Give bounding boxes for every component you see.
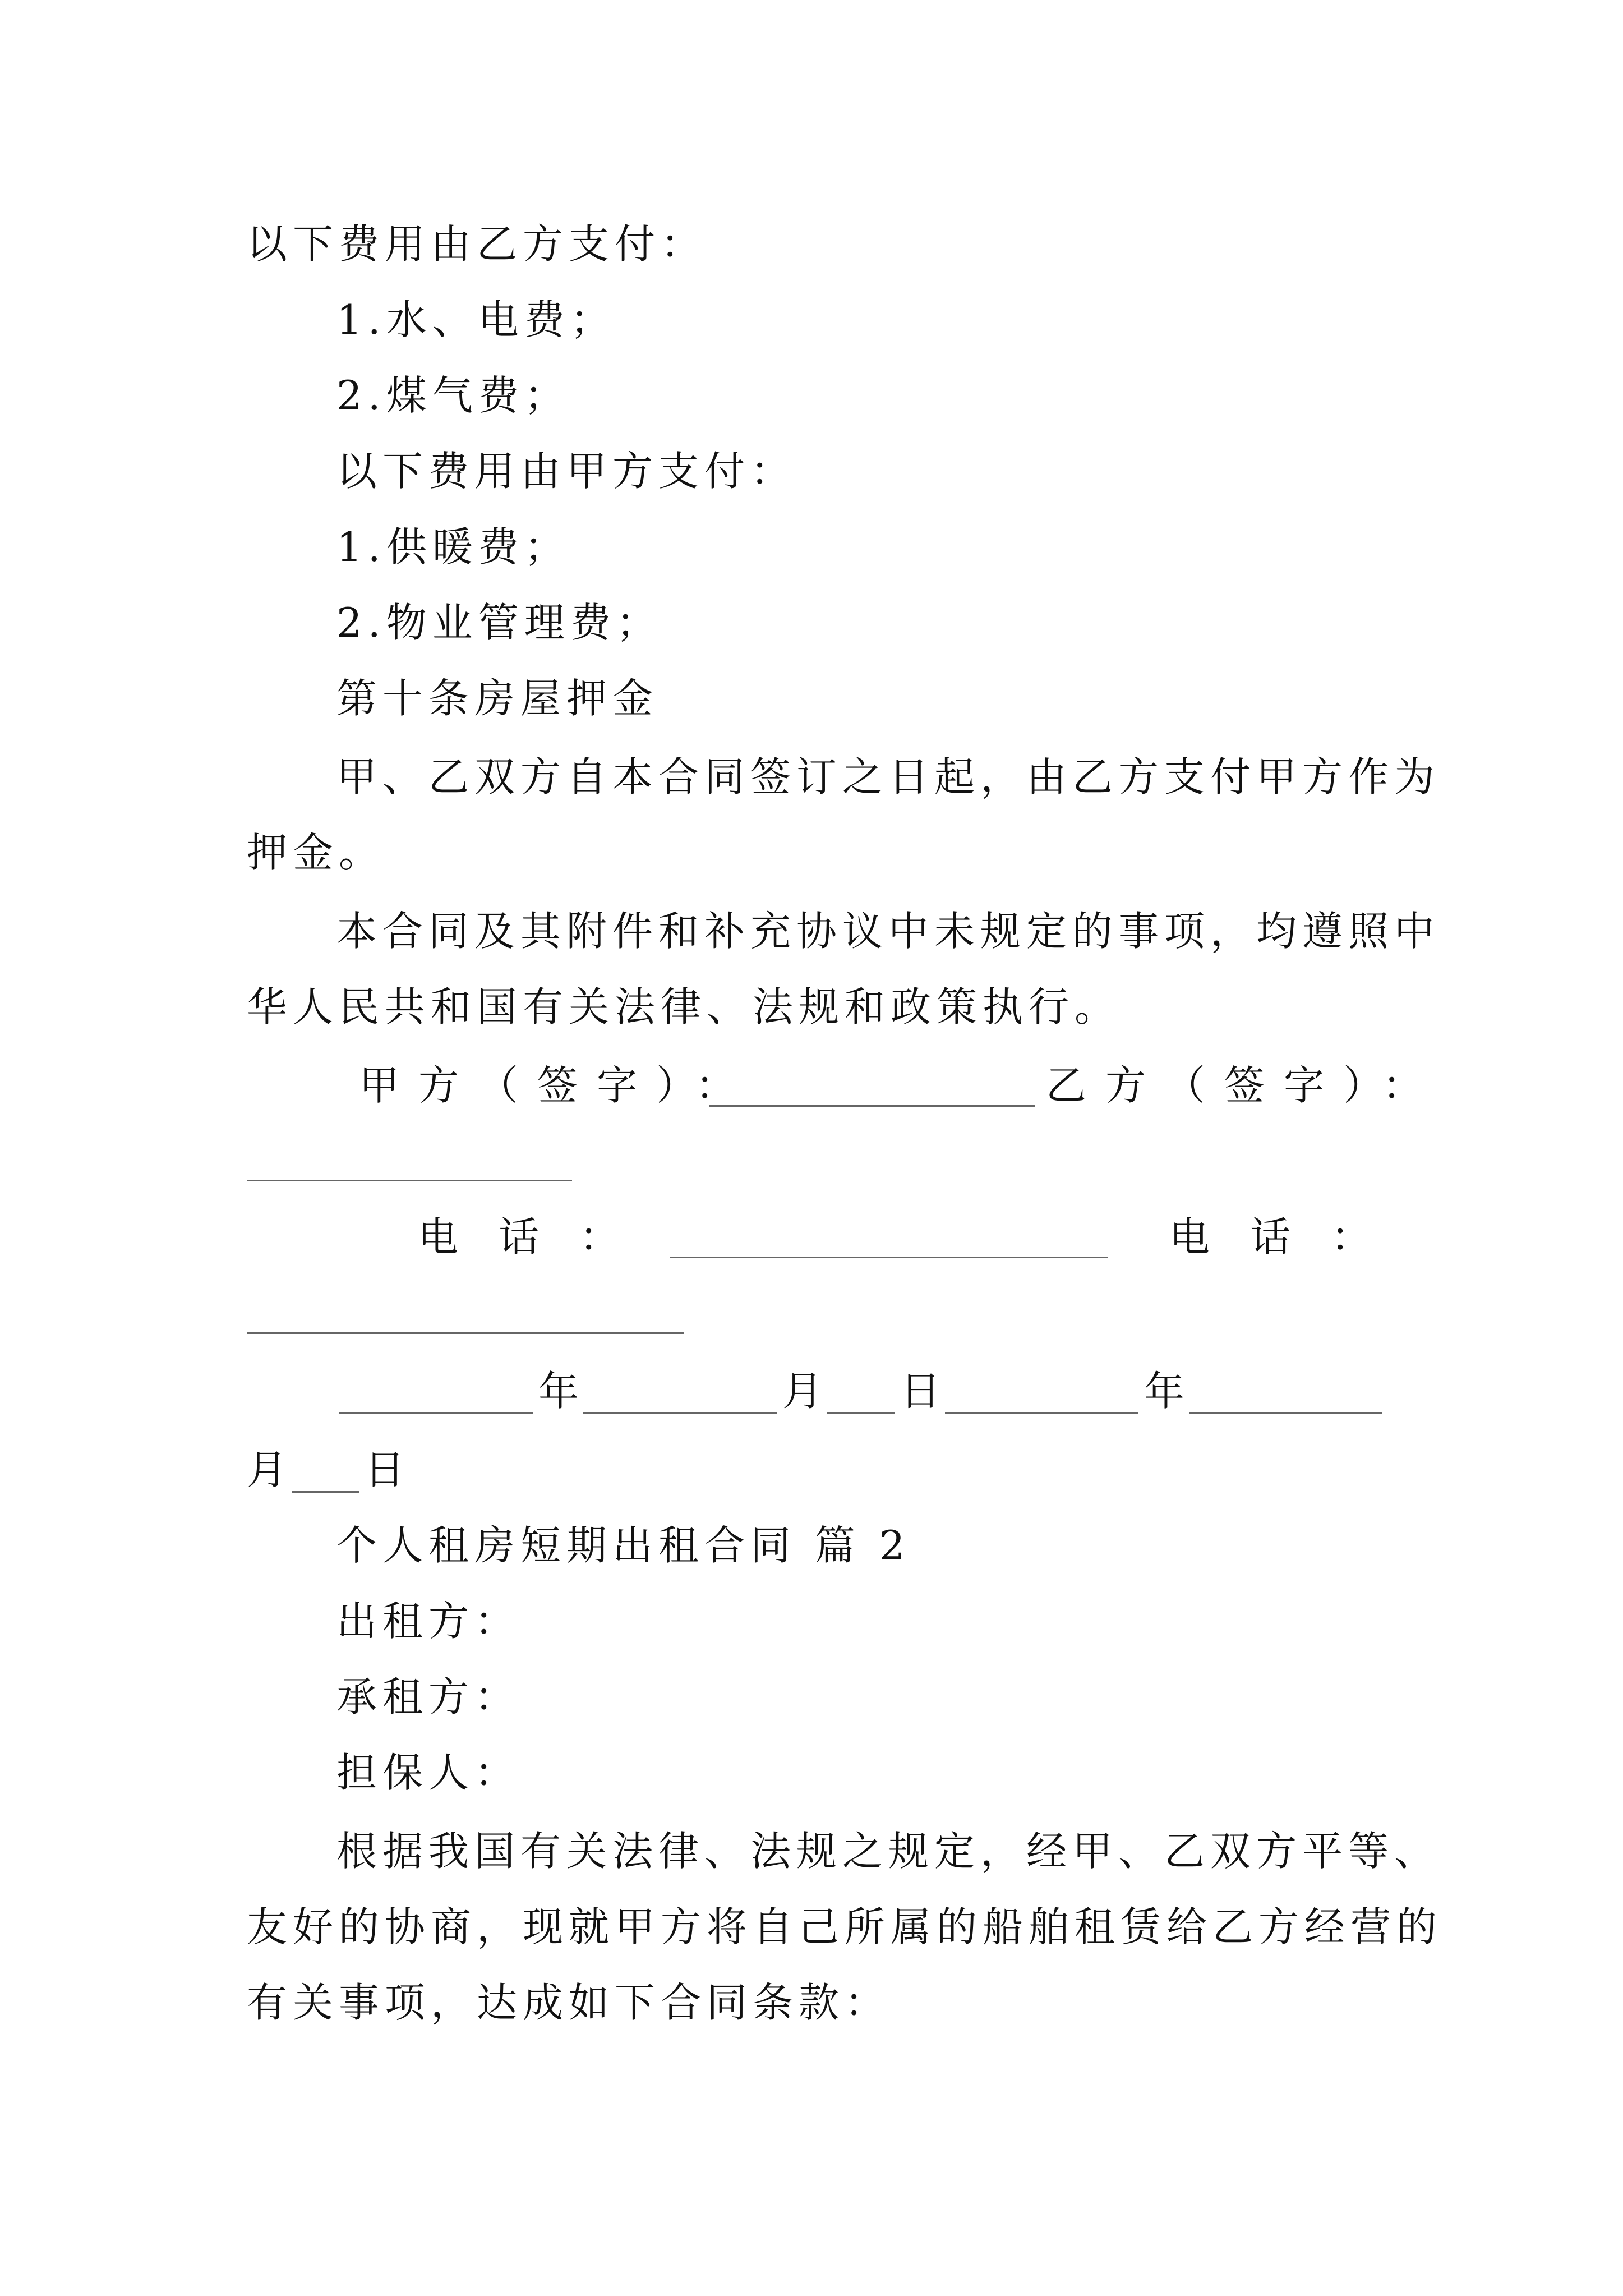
paragraph-line: 有关事项，达成如下合同条款： (247, 1979, 891, 2026)
list-item: 1.水、电费； (336, 296, 616, 343)
section-heading: 第十条房屋押金 (336, 675, 659, 722)
month-label: 月 (782, 1368, 829, 1415)
month2-blank (1189, 1412, 1382, 1414)
guarantor-label: 担保人： (336, 1749, 521, 1796)
phone-b-blank (247, 1332, 684, 1334)
list-item: 2.煤气费； (336, 372, 570, 419)
day2-label: 日 (365, 1446, 411, 1493)
phone-a-blank (670, 1257, 1108, 1258)
day-blank (827, 1412, 895, 1414)
text-line: 以下费用由甲方支付： (336, 448, 797, 495)
year-label: 年 (538, 1368, 585, 1415)
year2-label: 年 (1144, 1368, 1191, 1415)
phone-a-label: 电话： (418, 1213, 661, 1260)
party-a-signature-blank (709, 1105, 1035, 1107)
paragraph-line: 华人民共和国有关法律、法规和政策执行。 (247, 983, 1121, 1030)
contract-title: 个人租房短期出租合同 篇 2 (336, 1522, 911, 1569)
paragraph-line: 友好的协商，现就甲方将自己所属的船舶租赁给乙方经营的 (247, 1903, 1443, 1950)
lessee-label: 承租方： (336, 1673, 521, 1720)
paragraph-line: 根据我国有关法律、法规之规定，经甲、乙双方平等、 (336, 1828, 1441, 1875)
list-item: 2.物业管理费； (336, 599, 662, 646)
party-b-signature-label: 乙方（签字）： (1046, 1062, 1442, 1109)
list-item: 1.供暖费； (336, 523, 570, 570)
day-label: 日 (900, 1368, 947, 1415)
year-blank (339, 1412, 533, 1414)
text-line: 以下费用由乙方支付： (247, 220, 707, 268)
month-blank (583, 1412, 777, 1414)
party-b-signature-blank (247, 1180, 572, 1181)
lessor-label: 出租方： (336, 1598, 521, 1645)
phone-b-label: 电话： (1169, 1213, 1412, 1260)
paragraph-line: 甲、乙双方自本合同签订之日起，由乙方支付甲方作为 (336, 753, 1441, 800)
year2-blank (945, 1412, 1138, 1414)
party-a-signature-label: 甲方（签字）： (359, 1062, 755, 1109)
day2-blank (292, 1491, 359, 1493)
paragraph-line: 押金。 (247, 829, 385, 876)
month2-label: 月 (247, 1446, 293, 1493)
paragraph-line: 本合同及其附件和补充协议中未规定的事项，均遵照中 (336, 908, 1441, 955)
